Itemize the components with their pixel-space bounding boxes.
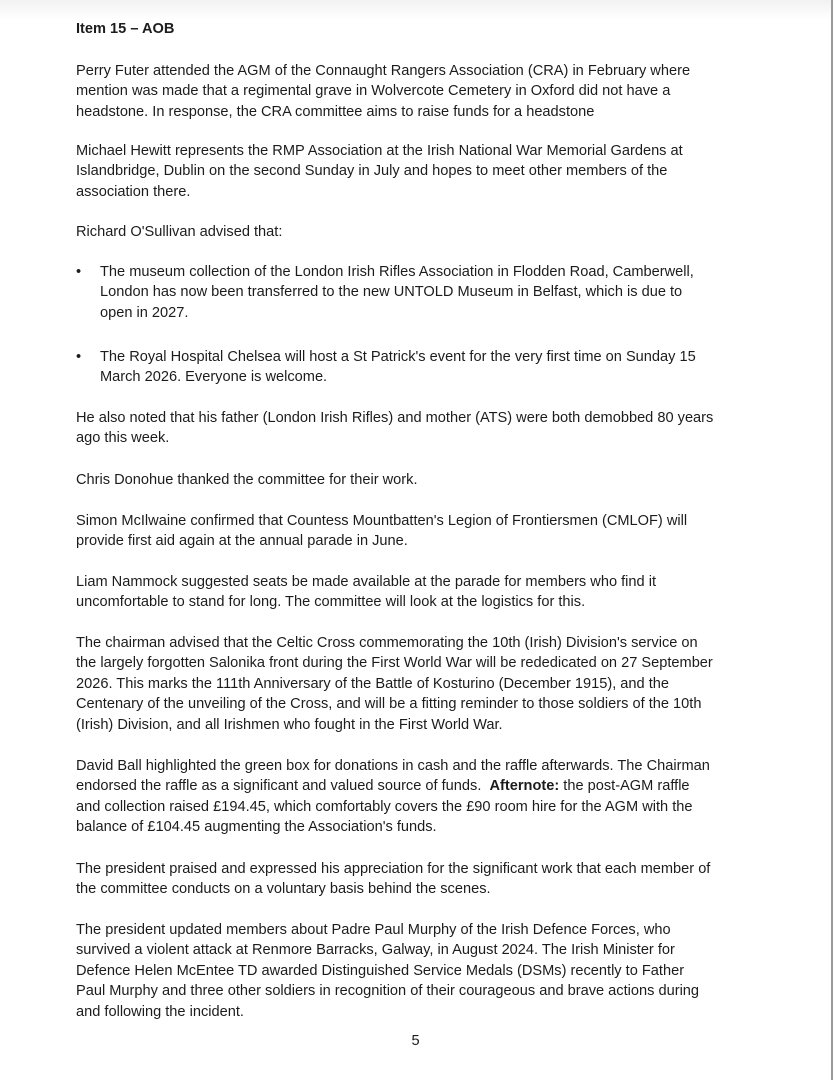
text-segment: endorsed the raffle as a significant and valued source of funds. bbox=[76, 778, 490, 795]
paragraph bbox=[76, 633, 713, 735]
text-line: Defence Helen McEntee TD awarded Distinguished Service Medals (DSMs) recently to Father bbox=[76, 962, 685, 979]
text-line: The Royal Hospital Chelsea will host a St Patrick's event for the very first time on Sunday 15 bbox=[100, 349, 696, 365]
paragraph bbox=[76, 141, 683, 202]
text-line: provide first aid again at the annual parade in June. bbox=[76, 533, 408, 550]
page-number: 5 bbox=[411, 1033, 420, 1049]
paragraph bbox=[76, 61, 690, 122]
text-line: and following the incident. bbox=[76, 1003, 244, 1020]
text-line: Richard O'Sullivan advised that: bbox=[76, 224, 283, 240]
text-line: The museum collection of the London Irish Rifles Association in Flodden Road, Camberwell, bbox=[100, 264, 694, 280]
text-line: open in 2027. bbox=[100, 304, 189, 321]
text-line: Michael Hewitt represents the RMP Association at the Irish National War Memorial Gardens at bbox=[76, 143, 683, 159]
text-line: Islandbridge, Dublin on the second Sunday in July and hopes to meet other members of the bbox=[76, 163, 668, 180]
text-line: ago this week. bbox=[76, 430, 170, 447]
text-line: Liam Nammock suggested seats be made available at the parade for members who find it bbox=[76, 574, 656, 590]
paragraph bbox=[76, 920, 699, 1022]
text-line: Paul Murphy and three other soldiers in recognition of their courageous and brave actions during bbox=[76, 983, 700, 1000]
text-line: David Ball highlighted the green box for donations in cash and the raffle afterwards. The Chairman bbox=[76, 758, 710, 774]
text-line: and collection raised £194.45, which comfortably covers the £90 room hire for the AGM with the bbox=[76, 798, 693, 815]
text-line bbox=[76, 776, 710, 796]
text-line: Perry Futer attended the AGM of the Connaught Rangers Association (CRA) in February where bbox=[76, 63, 691, 79]
paragraph bbox=[76, 859, 710, 900]
bullet-marker: • bbox=[76, 264, 82, 280]
paragraph bbox=[76, 222, 282, 242]
text-line: The president updated members about Padre Paul Murphy of the Irish Defence Forces, who bbox=[76, 922, 671, 938]
text-line: the largely forgotten Salonika front during the First World War will be rededicated on 27 September bbox=[76, 655, 713, 672]
text-segment: the post-AGM raffle bbox=[559, 778, 690, 795]
text-line: the committee conducts on a voluntary basis behind the scenes. bbox=[76, 881, 491, 898]
text-line: balance of £104.45 augmenting the Association's funds. bbox=[76, 819, 437, 836]
paragraph bbox=[76, 470, 418, 490]
paragraph bbox=[76, 756, 710, 838]
text-line: The president praised and expressed his appreciation for the significant work that each member of bbox=[76, 861, 711, 877]
text-line: March 2026. Everyone is welcome. bbox=[100, 369, 328, 386]
text-line: Simon McIlwaine confirmed that Countess Mountbatten's Legion of Frontiersmen (CMLOF) will bbox=[76, 513, 688, 529]
paragraph bbox=[76, 572, 656, 613]
text-line: survived a violent attack at Renmore Barracks, Galway, in August 2024. The Irish Minister for bbox=[76, 942, 675, 959]
text-line: mention was made that a regimental grave in Wolvercote Cemetery in Oxford did not have a bbox=[76, 83, 671, 100]
top-shadow bbox=[0, 0, 831, 20]
bullet-marker: • bbox=[76, 349, 82, 365]
paragraph bbox=[76, 511, 687, 552]
paragraph bbox=[76, 408, 713, 449]
bullet-text bbox=[100, 347, 696, 388]
section-heading: Item 15 – AOB bbox=[76, 21, 175, 37]
text-line: London has now been transferred to the new UNTOLD Museum in Belfast, which is due to bbox=[100, 284, 683, 301]
text-line: He also noted that his father (London Irish Rifles) and mother (ATS) were both demobbed 80 years bbox=[76, 410, 714, 426]
text-line: association there. bbox=[76, 183, 191, 200]
text-line: headstone. In response, the CRA committee aims to raise funds for a headstone bbox=[76, 103, 595, 120]
text-line: uncomfortable to stand for long. The committee will look at the logistics for this. bbox=[76, 594, 586, 611]
text-line: Centenary of the unveiling of the Cross, and will be a fitting reminder to those soldiers of the 10th bbox=[76, 696, 702, 713]
text-line: (Irish) Division, and all Irishmen who fought in the First World War. bbox=[76, 716, 503, 733]
text-line: Chris Donohue thanked the committee for their work. bbox=[76, 472, 418, 488]
bullet-text bbox=[100, 262, 694, 323]
text-line: 2026. This marks the 111th Anniversary of the Battle of Kosturino (December 1915), and the bbox=[76, 675, 669, 692]
text-line: The chairman advised that the Celtic Cross commemorating the 10th (Irish) Division's service on bbox=[76, 635, 698, 651]
afternote-label: Afternote: bbox=[489, 778, 560, 795]
